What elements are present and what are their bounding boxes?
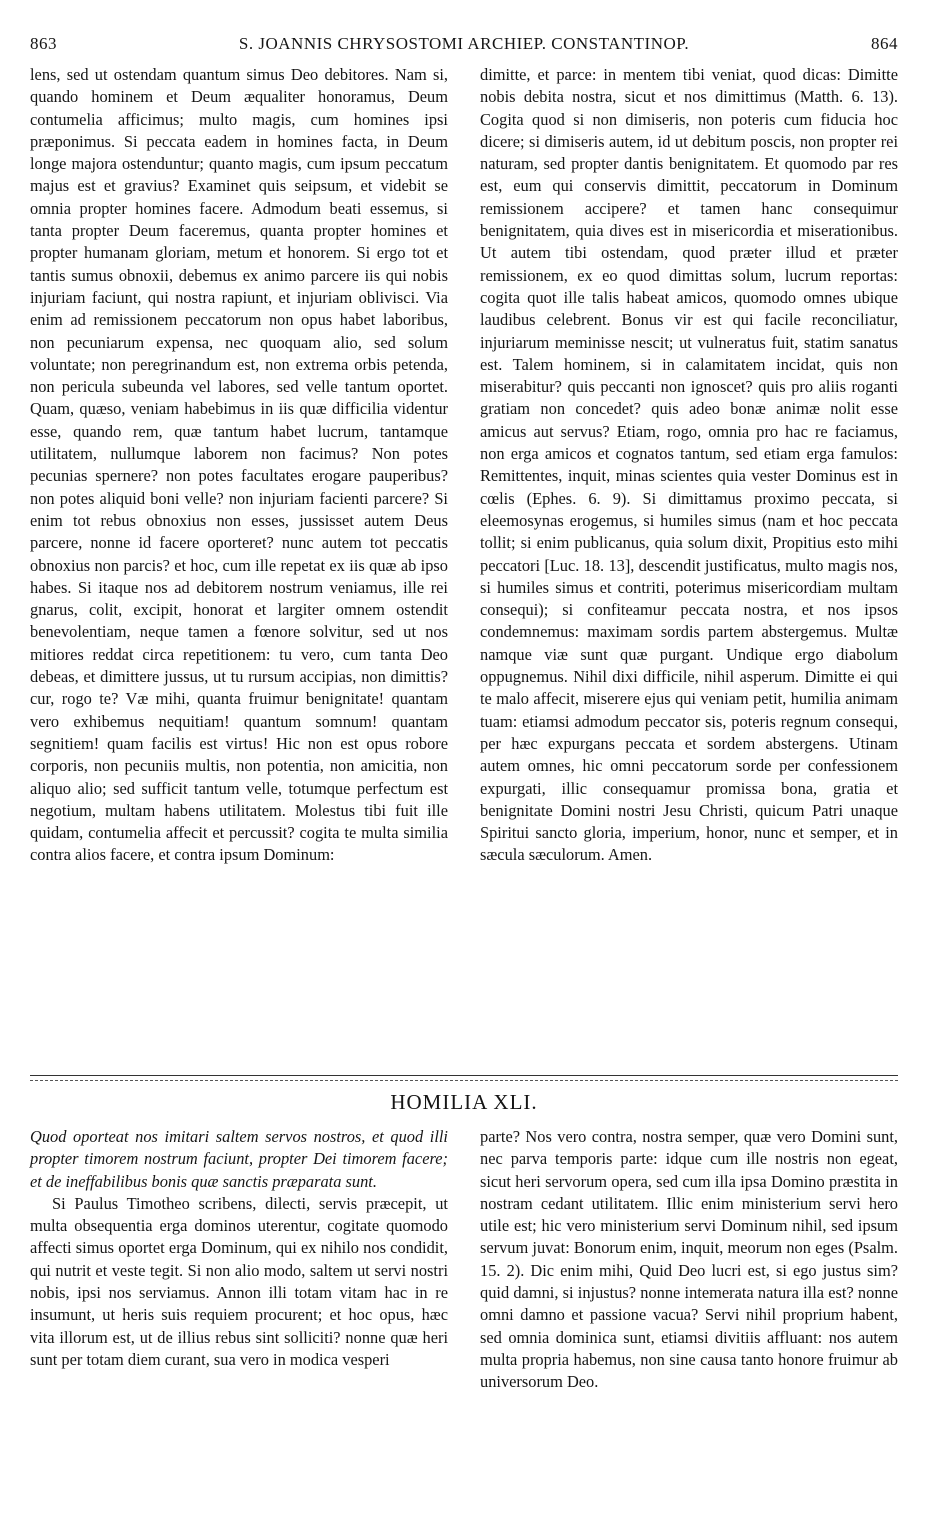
top-left-text: lens, sed ut ostendam quantum simus Deo debitores. Nam si, quando hominem et Deum æqualiter honoramus, Deum contumelia afficimus; multo magis, cum homines ipsi præponimus. Si peccata eadem in homines facta, in Deum longe majora ostenduntur; quanto magis, cum ipsum peccatum majus est et gravius? Examinet quis seipsum, et videbit se omnia propter homines facere. Admodum beati essemus, si tanta propter Deum faceremus, quanta propter homines et propter humanam gloriam, metum et honorem. Si ergo tot et tantis sumus obnoxii, debemus ex animo parcere iis qui nobis injuriam faciunt, qui nostra rapiunt, et injuriam oblivisci. Via enim ad remissionem peccatorum non opus habet laboribus, non pecuniarum expensa, nec quoquam alio, sed solum voluntate; non peregrinandum est, non extrema orbis petenda, non pericula subeunda vel labores, sed velle tantum oportet. Quam, quæso, veniam habebimus in iis quæ difficilia videntur esse, quando rem, quæ tantum habet lucrum, tantamque utilitatem, nullumque laborem non facimus? Non potes pecunias spernere? non potes facultates erogare pauperibus? non potes aliquid boni velle? non injuriam facienti parcere? Si enim tot rebus obnoxius non esses, jussisset autem Deus parcere, nonne id facere oporteret? nunc autem tot peccatis obnoxius non parcis? et hoc, cum ille repetat ex iis quæ ab ipso habes. Si itaque nos ad debitorem nostrum veniamus, ille rei gnarus, colit, excipit, honorat et largiter omnem ostendit benevolentiam, neque tamen a fœnore solvitur, sed ut nos mitiores reddat circa repetitionem: tu vero, cum tanta Deo debeas, et dimittere jussus, ut tu rursum accipias, non dimittis? cur, rogo te? Væ mihi, quanta fruimur benignitate! quantam vero exhibemus nequitiam! quantum somnum! quantam segnitiem! quam facilis est virtus! Hic non est opus robore corporis, non pecuniis multis, non potentia, non amicitia, non aliquo alio; sed sufficit tantum velle, totumque perfectum est negotium, multam habens utilitatem. Molestus tibi fuit ille quidam, contumelia affecit et percussit? cogita te multa similia contra alios facere, et contra ipsum Dominum: (30, 65, 448, 865)
section-divider (30, 1075, 898, 1076)
bottom-right-column (480, 1126, 898, 1394)
top-right-text: dimitte, et parce: in mentem tibi veniat, quod dicas: Dimitte nobis debita nostra, sicut et nos dimittimus (Matth. 6. 13). Cogita quod si non dimiseris, non poteris cum fiducia hoc dicere; si dimiseris autem, id ut debitum poscis, non propter rei naturam, sed propter dantis benignitatem. Et quomodo par res est, eum qui conservis dimittit, peccatorum in Dominum remissionem accipere? et tamen hanc consequimur benignitatem, quia dives est in misericordia et miserationibus. Ut autem tibi ostendam, quod præter illud et præter remissionem, ex eo quod dimittas solum, lucrum reportas: cogita quot ille talis habeat amicos, quomodo omnes ubique laudibus celebrent. Bonus vir est qui facile reconciliatur, injuriarum meminisse nescit; ut vulneratus fuit, statim sanatus est. Talem hominem, si in calamitatem incidat, quis non miserabitur? quis peccanti non ignoscet? quis pro aliis roganti gratiam non concedet? quis adeo bonæ animæ nolit esse amicus aut servus? Etiam, rogo, omnia pro hac re faciamus, non erga amicos et cognatos tantum, sed etiam erga famulos: Remittentes, inquit, minas scientes quia vester Dominus est in cœlis (Ephes. 6. 9). Si dimittamus proximo peccata, si eleemosynas erogemus, si humiles simus (nam et hoc peccata tollit; si enim publicanus, quia solum dixit, Propitius esto mihi peccatori [Luc. 18. 13], descendit justificatus, multo magis nos, si humiles simus et contriti, poterimus misericordiam multam consequi); si confiteamur peccata nostra, et nos ipsos condemnemus: maximam sordis partem abstergemus. Multæ namque viæ sunt quæ purgant. Undique ergo diabolum oppugnemus. Nihil dixi difficile, nihil asperum. Dimitte ei qui te malo affecit, miserere ejus qui veniam petit, humilia animam tuam: etiamsi admodum peccator sis, poteris regnum consequi, per hæc expurgans peccata et sordem abstergens. Utinam autem omnes, hic omni peccatorum sorde per confessionem expurgati, illic consequamur promissa bona, gratia et benignitate Domini nostri Jesu Christi, quicum Patri unaque Spiritui sancto gloria, imperium, honor, nunc et semper, et in sæcula sæculorum. Amen. (480, 65, 898, 865)
bottom-left-column (30, 1126, 448, 1371)
bottom-right-text: parte? Nos vero contra, nostra semper, quæ vero Domini sunt, nec parva temporis parte: idque cum ille nostris non egeat, sicut heri servorum opera, sed cum illa ipsa Domino præstita in nostram cedant utilitatem. Illic enim ministerium servi hero utile est; hic vero ministerium servi Dominum nihil, sed ipsum servum juvat: Bonorum enim, inquit, meorum non eges (Psalm. 15. 2). Dic enim mihi, Quid Deo lucri est, si ego justus sim? quid damni, si injustus? nonne intemerata natura illa est? nonne omni damno et passione vacua? Servi nihil proprium habent, sed omnia dominica sunt, etiamsi divitiis affluant: nos autem multa propria habemus, non sine causa tanto honore fruimur ab universorum Deo. (480, 1127, 898, 1392)
document-page (30, 0, 898, 1540)
page-number-right: 864 (871, 34, 898, 53)
page-header (30, 34, 898, 60)
page-number-left: 863 (30, 34, 57, 53)
top-right-column (480, 64, 898, 867)
bottom-left-text: Si Paulus Timotheo scribens, dilecti, servis præcepit, ut multa obsequentia erga dominos uterentur, cogitate quomodo affecti simus oportet erga Dominum, qui ex nihilo nos condidit, qui nutrit et veste tegit. Si non alio modo, saltem ut servi nostri nobis, ipsi nos serviamus. Annon illi totam vitam hac in re insumunt, ut heris suis requiem procurent; et hoc opus, hæc vita illorum est, ut de illius rebus sint solliciti? nonne quæ heri sunt per totam diem curant, sua vero in modica vesperi (30, 1193, 448, 1369)
homily-title: HOMILIA XLI. (390, 1090, 538, 1114)
running-title: S. JOANNIS CHRYSOSTOMI ARCHIEP. CONSTANTINOP. (238, 34, 690, 53)
homily-argument: Quod oporteat nos imitari saltem servos nostros, et quod illi propter timorem nostrum faciunt, propter Dei timorem facere; et de ineffabilibus bonis quæ sanctis præparata sunt. (30, 1127, 448, 1191)
top-left-column (30, 64, 448, 867)
section-divider-dashed (30, 1080, 898, 1081)
